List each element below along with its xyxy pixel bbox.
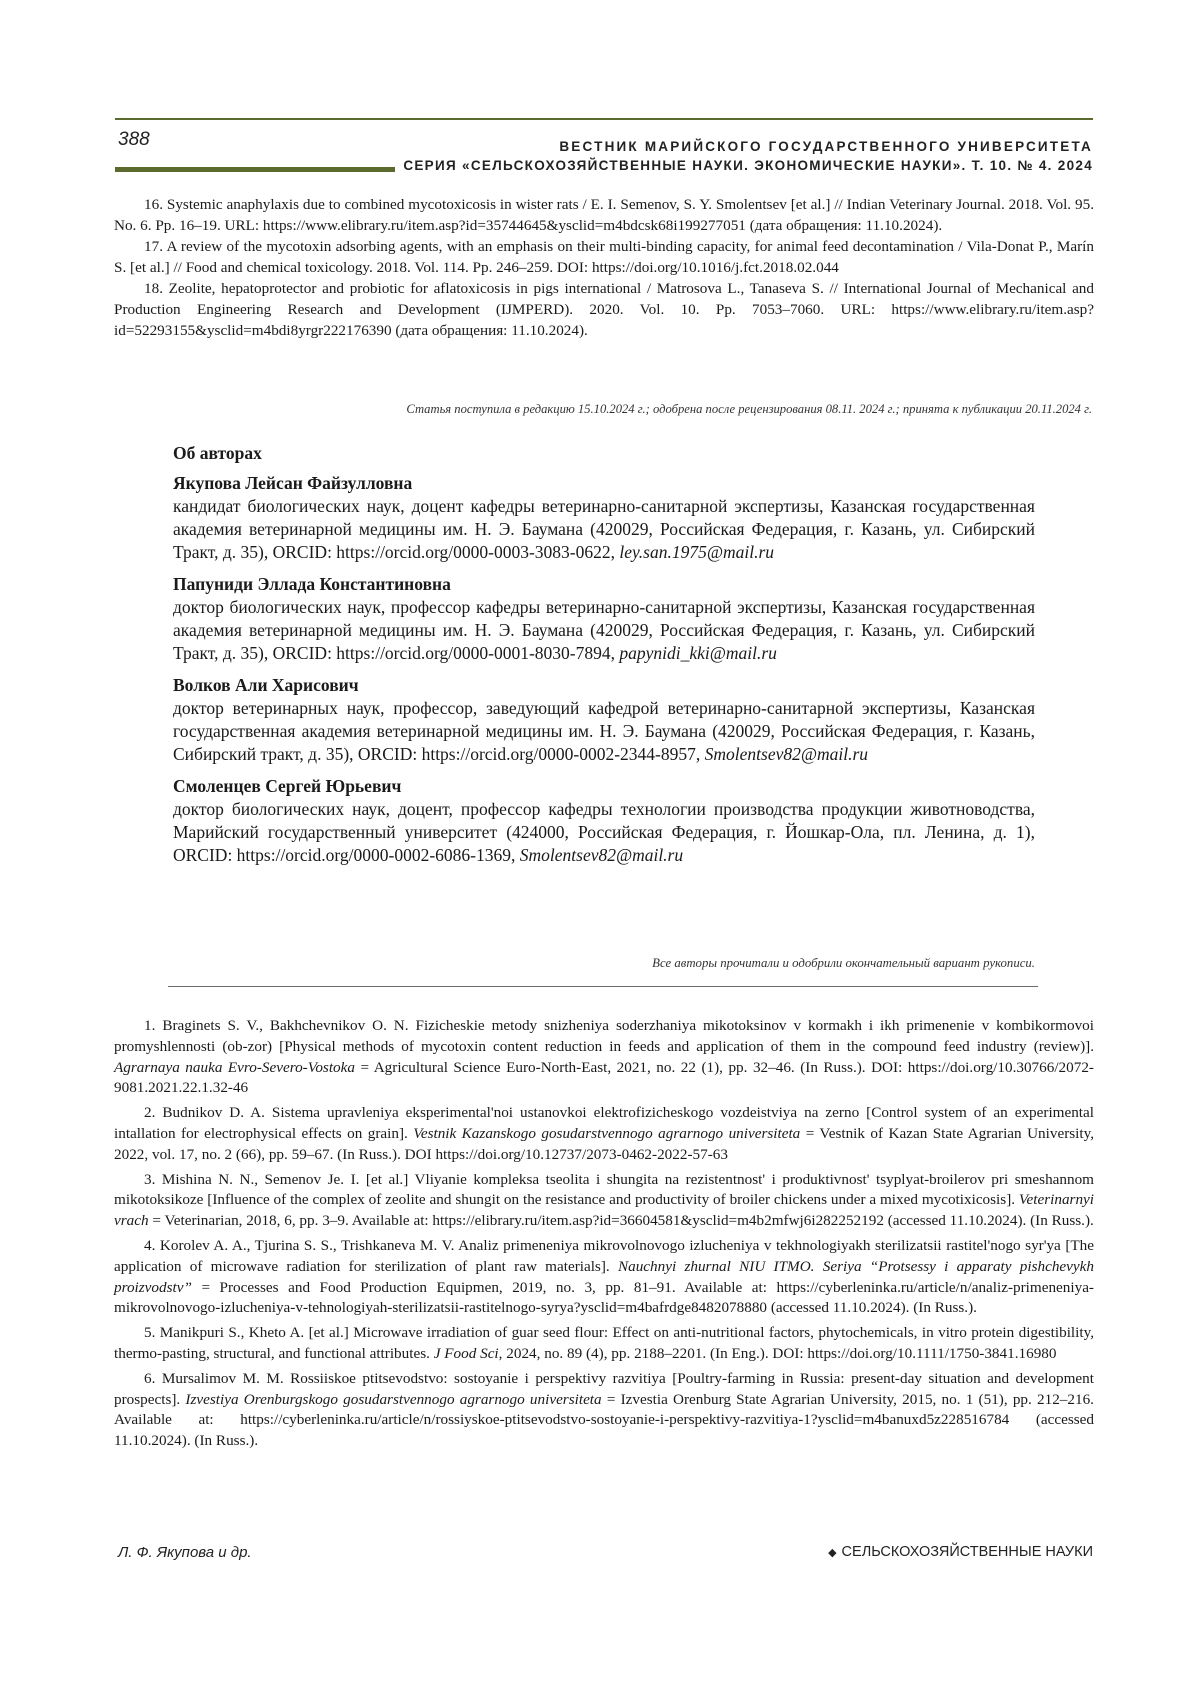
- author-email: Smolentsev82@mail.ru: [520, 845, 683, 865]
- header-rule: [115, 118, 1093, 120]
- section-divider: [168, 986, 1038, 987]
- footer-authors: Л. Ф. Якупова и др.: [118, 1544, 252, 1561]
- journal-name: Izvestiya Orenburgskogo gosudarstvennogo agrarnogo universiteta: [185, 1391, 601, 1408]
- page-number: 388: [118, 129, 150, 151]
- author-entry: [173, 472, 1035, 564]
- footer-section: ◆ СЕЛЬСКОХОЗЯЙСТВЕННЫЕ НАУКИ: [828, 1544, 1093, 1560]
- journal-name: J Food Sci: [434, 1345, 499, 1362]
- reference-item: 6. Mursalimov M. M. Rossiiskoe ptitsevodstvo: sostoyanie i perspektivy razvitiya [Poultry-farming in Russia: present-day situation and development prospects]. Izvestiya Orenburgskogo gosudarstvennogo agrarnogo universiteta = Izvestia Orenburg State Agrarian University, 2015, no. 1 (51), pp. 212–216. Available at: https://cyberleninka.ru/article/n/rossiyskoe-ptitsevodstvo-sostoyanie-i-perspektivy-razvitiya-1?ysclid=m4banuxd5z228516784 (accessed 11.10.2024). (In Russ.).: [114, 1369, 1094, 1452]
- series-accent-bar: [115, 167, 395, 172]
- reference-item: 5. Manikpuri S., Kheto A. [et al.] Microwave irradiation of guar seed flour: Effect on anti-nutritional factors, phytochemicals, in vitro protein digestibility, thermo-pasting, structural, and functional attributes. J Food Sci, 2024, no. 89 (4), pp. 2188–2201. (In Eng.). DOI: https://doi.org/10.1111/1750-3841.16980: [114, 1323, 1094, 1365]
- about-authors: [173, 443, 1035, 876]
- authors-heading: Об авторах: [173, 443, 1035, 464]
- references-russian: [114, 194, 1094, 341]
- author-name: Папуниди Эллада Константиновна: [173, 573, 1035, 596]
- author-bio: доктор биологических наук, профессор кафедры ветеринарно-санитарной экспертизы, Казанская государственная академия ветеринарной медицины им. Н. Э. Баумана (420029, Российская Федерация, г. Казань, ул. Сибирский Тракт, д. 35), ORCID: https://orcid.org/0000-0001-8030-7894, papynidi_kki@mail.ru: [173, 596, 1035, 665]
- approved-note: Все авторы прочитали и одобрили окончательный вариант рукописи.: [652, 956, 1035, 971]
- references-english: [114, 1016, 1094, 1456]
- journal-name: Agrarnaya nauka Evro-Severo-Vostoka: [114, 1059, 355, 1076]
- journal-title: ВЕСТНИК МАРИЙСКОГО ГОСУДАРСТВЕННОГО УНИВЕРСИТЕТА: [559, 139, 1093, 154]
- received-note: Статья поступила в редакцию 15.10.2024 г.; одобрена после рецензирования 08.11. 2024 г.; принята к публикации 20.11.2024 г.: [406, 402, 1092, 417]
- journal-name: Nauchnyi zhurnal NIU ITMO. Seriya “Protsessy i apparaty pishchevykh proizvodstv”: [114, 1258, 1094, 1296]
- reference-item: 16. Systemic anaphylaxis due to combined mycotoxicosis in wister rats / E. I. Semenov, S. Y. Smolentsev [et al.] // Indian Veterinary Journal. 2018. Vol. 95. No. 6. Pp. 16–19. URL: https://www.elibrary.ru/item.asp?id=35744645&ysclid=m4bdcsk68i199277051 (дата обращения: 11.10.2024).: [114, 194, 1094, 236]
- reference-item: 3. Mishina N. N., Semenov Je. I. [et al.] Vliyanie kompleksa tseolita i shungita na rezistentnost' i produktivnost' tsyplyat-broilerov pri smeshannom mikotoksikoze [Influence of the complex of zeolite and shungit on the resistance and productivity of broiler chickens under a mixed mycotixicosis]. Veterinarnyi vrach = Veterinarian, 2018, 6, pp. 3–9. Available at: https://elibrary.ru/item.asp?id=36604581&ysclid=m4b2mfwj6i282252192 (accessed 11.10.2024). (In Russ.).: [114, 1170, 1094, 1232]
- author-bio: доктор ветеринарных наук, профессор, заведующий кафедрой ветеринарно-санитарной экспертизы, Казанская государственная академия ветеринарной медицины им. Н. Э. Баумана (420029, Российская Федерация, г. Казань, Сибирский тракт, д. 35), ORCID: https://orcid.org/0000-0002-2344-8957, Smolentsev82@mail.ru: [173, 697, 1035, 766]
- journal-name: Veterinarnyi vrach: [114, 1191, 1094, 1229]
- author-name: Смоленцев Сергей Юрьевич: [173, 775, 1035, 798]
- author-name: Якупова Лейсан Файзулловна: [173, 472, 1035, 495]
- diamond-icon: ◆: [828, 1547, 836, 1559]
- reference-item: 1. Braginets S. V., Bakhchevnikov O. N. Fizicheskie metody snizheniya soderzhaniya mikotoksinov v kormakh i ikh primenenie v kombikormovoi promyshlennosti (ob-zor) [Physical methods of mycotoxin content reduction in feeds and application of them in the compound feed industry (review)]. Agrarnaya nauka Evro-Severo-Vostoka = Agricultural Science Euro-North-East, 2021, no. 22 (1), pp. 32–46. (In Russ.). DOI: https://doi.org/10.30766/2072-9081.2021.22.1.32-46: [114, 1016, 1094, 1099]
- reference-item: 18. Zeolite, hepatoprotector and probiotic for aflatoxicosis in pigs international / Matrosova L., Tanaseva S. // International Journal of Mechanical and Production Engineering Research and Development (IJMPERD). 2020. Vol. 10. Pp. 7053–7060. URL: https://www.elibrary.ru/item.asp?id=52293155&ysclid=m4bdi8yrgr222176390 (дата обращения: 11.10.2024).: [114, 278, 1094, 341]
- journal-page: [0, 0, 1200, 1697]
- author-entry: [173, 573, 1035, 665]
- author-bio: доктор биологических наук, доцент, профессор кафедры технологии производства продукции животноводства, Марийский государственный университет (424000, Российская Федерация, г. Йошкар-Ола, пл. Ленина, д. 1), ORCID: https://orcid.org/0000-0002-6086-1369, Smolentsev82@mail.ru: [173, 798, 1035, 867]
- author-entry: [173, 775, 1035, 867]
- journal-name: Vestnik Kazanskogo gosudarstvennogo agrarnogo universiteta: [413, 1125, 800, 1142]
- reference-item: 17. A review of the mycotoxin adsorbing agents, with an emphasis on their multi-binding capacity, for animal feed decontamination / Vila-Donat P., Marín S. [et al.] // Food and chemical toxicology. 2018. Vol. 114. Pp. 246–259. DOI: https://doi.org/10.1016/j.fct.2018.02.044: [114, 236, 1094, 278]
- author-bio: кандидат биологических наук, доцент кафедры ветеринарно-санитарной экспертизы, Казанская государственная академия ветеринарной медицины им. Н. Э. Баумана (420029, Российская Федерация, г. Казань, ул. Сибирский Тракт, д. 35), ORCID: https://orcid.org/0000-0003-3083-0622, ley.san.1975@mail.ru: [173, 495, 1035, 564]
- author-entry: [173, 674, 1035, 766]
- author-email: Smolentsev82@mail.ru: [705, 744, 868, 764]
- author-name: Волков Али Харисович: [173, 674, 1035, 697]
- reference-item: 4. Korolev A. A., Tjurina S. S., Trishkaneva M. V. Analiz primeneniya mikrovolnovogo izlucheniya v tekhnologiyakh sterilizatsii rastitel'nogo syr'ya [The application of microwave radiation for sterilization of plant raw materials]. Nauchnyi zhurnal NIU ITMO. Seriya “Protsessy i apparaty pishchevykh proizvodstv” = Processes and Food Production Equipmen, 2019, no. 3, pp. 81–91. Available at: https://cyberleninka.ru/article/n/analiz-primeneniya-mikrovolnovogo-izlucheniya-v-tehnologiyah-sterilizatsii-rastitelnogo-syrya?ysclid=m4bafrdge8482078880 (accessed 11.10.2024). (In Russ.).: [114, 1236, 1094, 1319]
- author-email: ley.san.1975@mail.ru: [619, 542, 774, 562]
- author-email: papynidi_kki@mail.ru: [619, 643, 777, 663]
- series-title: СЕРИЯ «СЕЛЬСКОХОЗЯЙСТВЕННЫЕ НАУКИ. ЭКОНОМИЧЕСКИЕ НАУКИ». Т. 10. № 4. 2024: [403, 158, 1093, 173]
- reference-item: 2. Budnikov D. A. Sistema upravleniya eksperimental'noi ustanovkoi elektrofizicheskogo vozdeistviya na zerno [Control system of an experimental intallation for electrophysical effects on grain]. Vestnik Kazanskogo gosudarstvennogo agrarnogo universiteta = Vestnik of Kazan State Agrarian University, 2022, vol. 17, no. 2 (66), pp. 59–67. (In Russ.). DOI https://doi.org/10.12737/2073-0462-2022-57-63: [114, 1103, 1094, 1165]
